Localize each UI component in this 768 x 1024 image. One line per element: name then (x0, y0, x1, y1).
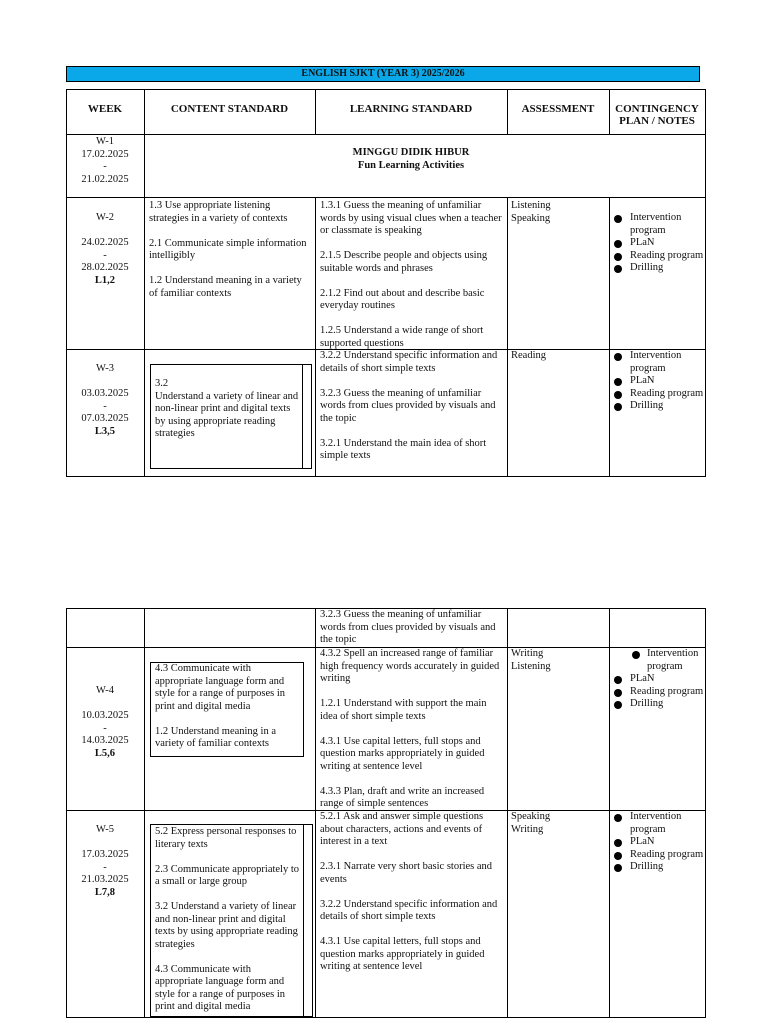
cont-learning-standard: 3.2.3 Guess the meaning of unfamiliar words from clues provided by visuals and the topic (320, 609, 496, 645)
w3-learning-standard: 3.2.2 Understand specific information and details of short simple texts 3.2.3 Guess the meaning of unfamiliar words from clues provided by visuals and the topic 3.2.1 Understand the main idea of short simple texts (320, 350, 498, 461)
list-item: PLaN (612, 673, 704, 686)
w5-learning-standard: 5.2.1 Ask and answer simple questions about characters, actions and events of interest in a text 2.3.1 Narrate very short basic stories and events 3.2.2 Understand specific information and details of short simple texts 4.3.1 Use capital letters, full stops and question marks appropriately in guided writing at sentence level (320, 811, 498, 972)
header-contingency: CONTINGENCY PLAN / NOTES (615, 103, 699, 127)
week-3-cell: W-3 03.03.2025 - 07.03.2025 (81, 363, 129, 424)
bullet-icon (614, 391, 622, 399)
header-week: WEEK (87, 103, 123, 115)
w5-notes-list (612, 811, 704, 874)
bullet-icon (614, 852, 622, 860)
list-item: Drilling (612, 262, 704, 275)
bullet-icon (614, 701, 622, 709)
list-item: Reading program (612, 849, 704, 862)
list-item: Intervention program (612, 212, 704, 237)
list-item: Drilling (612, 698, 704, 711)
week-2-lesson: L1,2 (94, 275, 116, 286)
bullet-icon (614, 215, 622, 223)
header-assessment: ASSESSMENT (521, 103, 595, 115)
list-item: PLaN (612, 375, 704, 388)
w5-assessment: Speaking Writing (511, 811, 551, 835)
week-2-cell: W-2 24.02.2025 - 28.02.2025 (81, 212, 129, 273)
list-item: PLaN (612, 836, 704, 849)
week-4-cell: W-4 10.03.2025 - 14.03.2025 (81, 685, 129, 746)
w1-banner-title: MINGGU DIDIK HIBUR (352, 147, 470, 158)
week-1-cell: W-1 17.02.2025 - 21.02.2025 (81, 136, 129, 185)
bullet-icon (632, 651, 640, 659)
bullet-icon (614, 265, 622, 273)
bullet-icon (614, 689, 622, 697)
list-item: Drilling (612, 400, 704, 413)
w3-content-standard: 3.2 Understand a variety of linear and non-linear print and digital texts by using appropriate reading strategies (155, 378, 299, 439)
bullet-icon (614, 353, 622, 361)
week-3-lesson: L3,5 (94, 426, 116, 437)
w1-banner-subtitle: Fun Learning Activities (357, 160, 465, 171)
bullet-icon (614, 253, 622, 261)
w4-notes-list (612, 648, 704, 711)
w4-learning-standard: 4.3.2 Spell an increased range of familiar high frequency words accurately in guided writing 1.2.1 Understand with support the main idea of short simple texts 4.3.1 Use capital letters, full stops and question marks appropriately in guided writing at sentence level 4.3.3 Plan, draft and write an increased range of simple sentences (320, 648, 500, 809)
w4-content-standard: 4.3 Communicate with appropriate language form and style for a range of purposes in print and digital media 1.2 Understand meaning in a variety of familiar contexts (155, 663, 286, 749)
w4-assessment: Writing Listening (511, 648, 551, 672)
week-5-cell: W-5 17.03.2025 - 21.03.2025 (81, 824, 129, 885)
list-item: Intervention program (612, 648, 704, 673)
bullet-icon (614, 839, 622, 847)
header-content-standard: CONTENT STANDARD (170, 103, 289, 115)
w3-assessment: Reading (511, 350, 546, 361)
list-item: PLaN (612, 237, 704, 250)
w5-content-standard: 5.2 Express personal responses to literary texts 2.3 Communicate appropriately to a small or large group 3.2 Understand a variety of linear and non-linear print and digital texts by using appropriate reading strategies 4.3 Communicate with appropriate language form and style for a range of purposes in print and digital media (155, 826, 300, 1012)
bullet-icon (614, 864, 622, 872)
list-item: Drilling (612, 861, 704, 874)
bullet-icon (614, 403, 622, 411)
bullet-icon (614, 378, 622, 386)
header-learning-standard: LEARNING STANDARD (349, 103, 473, 115)
list-item: Reading program (612, 250, 704, 263)
list-item: Intervention program (612, 350, 704, 375)
list-item: Intervention program (612, 811, 704, 836)
list-item: Reading program (612, 686, 704, 699)
w2-notes-list (612, 212, 704, 275)
week-5-lesson: L7,8 (94, 887, 116, 898)
w2-learning-standard: 1.3.1 Guess the meaning of unfamiliar words by using visual clues when a teacher or classmate is speaking 2.1.5 Describe people and objects using suitable words and phrases 2.1.2 Find out about and describe basic everyday routines 1.2.5 Understand a wide range of short supported questions (320, 200, 502, 349)
bullet-icon (614, 676, 622, 684)
list-item: Reading program (612, 388, 704, 401)
bullet-icon (614, 814, 622, 822)
w3-notes-list (612, 350, 704, 413)
w2-assessment: Listening Speaking (511, 200, 551, 224)
w2-content-standard: 1.3 Use appropriate listening strategies in a variety of contexts 2.1 Communicate simple information intelligibly 1.2 Understand meaning in a variety of familiar contexts (149, 200, 307, 299)
week-4-lesson: L5,6 (94, 748, 116, 759)
bullet-icon (614, 240, 622, 248)
page-title: ENGLISH SJKT (YEAR 3) 2025/2026 (66, 66, 700, 82)
